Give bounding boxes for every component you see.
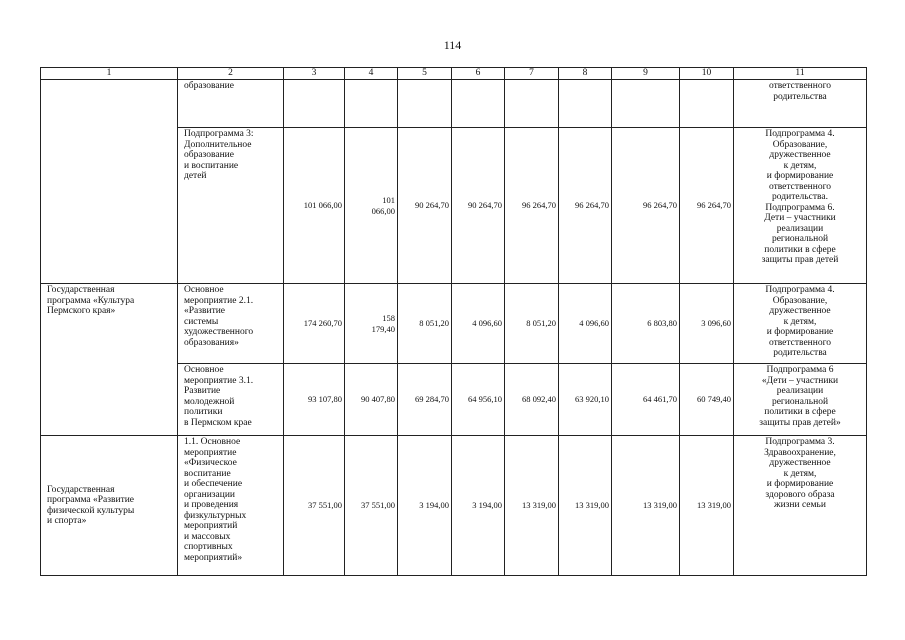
table-row [41,436,867,576]
value-cell [680,80,734,128]
value-cell: 13 319,00 [680,436,734,576]
activity-cell: Подпрограмма 3: Дополнительное образование и воспитание детей [178,128,284,284]
header-cell-9: 9 [612,68,680,80]
value-cell: 96 264,70 [505,128,559,284]
header-cell-7: 7 [505,68,559,80]
subprogram-cell: Подпрограмма 6 «Дети – участники реализации региональной политики в сфере защиты прав детей» [734,364,867,436]
activity-cell: Основное мероприятие 2.1. «Развитие системы художественного образования» [178,284,284,364]
value-cell: 63 920,10 [559,364,612,436]
value-cell: 64 461,70 [612,364,680,436]
value-cell: 4 096,60 [452,284,505,364]
value-cell [559,80,612,128]
activity-cell: образование [178,80,284,128]
header-row [41,68,867,80]
header-cell-5: 5 [398,68,452,80]
value-cell: 174 260,70 [284,284,345,364]
value-cell: 93 107,80 [284,364,345,436]
value-cell [345,80,398,128]
value-cell: 6 803,80 [612,284,680,364]
value-cell [612,80,680,128]
value-cell: 4 096,60 [559,284,612,364]
value-cell: 3 194,00 [398,436,452,576]
value-cell: 69 284,70 [398,364,452,436]
program-cell: Государственная программа «Развитие физической культуры и спорта» [41,436,178,576]
value-cell [398,80,452,128]
subprogram-cell: Подпрограмма 4. Образование, дружественное к детям, и формирование ответственного родительства. Подпрограмма 6. Дети – участники реализации региональной политики в сфере защиты прав детей [734,128,867,284]
value-cell: 60 749,40 [680,364,734,436]
value-cell [505,80,559,128]
value-cell: 13 319,00 [505,436,559,576]
table-row [41,284,867,364]
program-cell [41,80,178,284]
value-cell: 13 319,00 [559,436,612,576]
table-row [41,80,867,128]
header-cell-11: 11 [734,68,867,80]
value-cell: 90 264,70 [452,128,505,284]
subprogram-cell: Подпрограмма 3. Здравоохранение, дружественное к детям, и формирование здорового образа жизни семьи [734,436,867,576]
value-cell: 90 407,80 [345,364,398,436]
activity-cell: Основное мероприятие 3.1. Развитие молодежной политики в Пермском крае [178,364,284,436]
value-cell: 158 179,40 [345,284,398,364]
data-table [40,67,867,576]
header-cell-6: 6 [452,68,505,80]
value-cell: 8 051,20 [505,284,559,364]
activity-cell: 1.1. Основное мероприятие «Физическое воспитание и обеспечение организации и проведения физкультурных мероприятий и массовых спортивных мероприятий» [178,436,284,576]
value-cell: 37 551,00 [345,436,398,576]
value-cell: 96 264,70 [559,128,612,284]
value-cell: 37 551,00 [284,436,345,576]
value-cell: 8 051,20 [398,284,452,364]
value-cell: 3 194,00 [452,436,505,576]
value-cell: 90 264,70 [398,128,452,284]
value-cell: 13 319,00 [612,436,680,576]
value-cell: 96 264,70 [612,128,680,284]
header-cell-8: 8 [559,68,612,80]
program-cell: Государственная программа «Культура Пермского края» [41,284,178,436]
header-cell-1: 1 [41,68,178,80]
value-cell: 3 096,60 [680,284,734,364]
subprogram-cell: Подпрограмма 4. Образование, дружественное к детям, и формирование ответственного родительства [734,284,867,364]
value-cell [452,80,505,128]
header-cell-10: 10 [680,68,734,80]
value-cell: 101 066,00 [284,128,345,284]
value-cell: 68 092,40 [505,364,559,436]
value-cell: 101 066,00 [345,128,398,284]
value-cell [284,80,345,128]
value-cell: 96 264,70 [680,128,734,284]
header-cell-2: 2 [178,68,284,80]
header-cell-3: 3 [284,68,345,80]
page-number: 114 [443,38,462,52]
subprogram-cell: ответственного родительства [734,80,867,128]
value-cell: 64 956,10 [452,364,505,436]
header-cell-4: 4 [345,68,398,80]
